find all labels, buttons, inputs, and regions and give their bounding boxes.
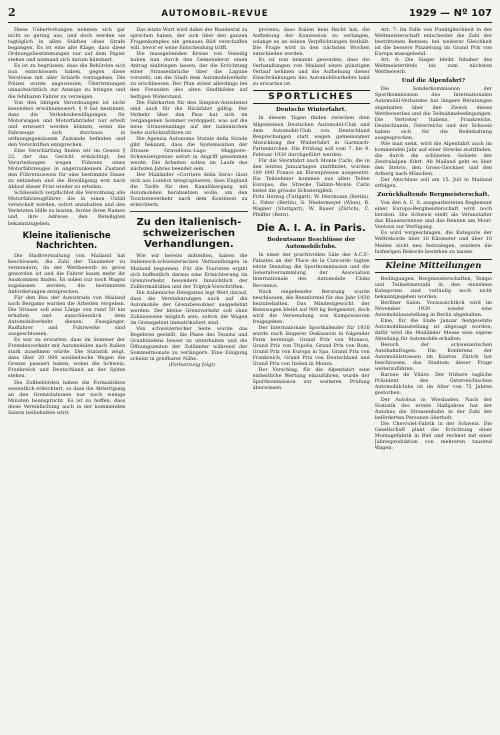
subheading: Zurückhaltende Bergmeisterschaft. (377, 192, 490, 199)
paragraph: Die Fahrkarten für den Simplon-Autodienst sind auch für die Rückfahrt gültig. Der Verkehr über den Pass hat sich im vergangenen Sommer verdoppelt, was auf die neue Strassenanlage auf der italienischen Seite zurückzuführen ist. (130, 99, 248, 136)
paragraph: Für die Sternfahrt nach Monte Carlo, die in den letzten Januartagen stattfindet, wurden 100 000 Francs an Ehrenpreisen ausgesetzt. Die Teilnehmer kommen aus allen Teilen Europas; die Strecke Tallinn–Monte Carlo bietet die grösste Schwierigkeit. (252, 157, 370, 195)
column-3 (253, 27, 370, 732)
paragraph: In einer der prachtvollen Säle des A.C.F.-Palastes an der Place de la Concorde tagten letzte Dienstag die Sportkommission und die Generalversammlung der Association Internationale des Automobile Clubs Reconnus. (252, 252, 370, 289)
paragraph: Es ist nun bekannt geworden, dass die Verhandlungen von Mailand einen günstigen Verlauf nehmen und die Aufhebung dieser Einschränkungen des Automobilverkehrs bald zu erwarten ist. (252, 57, 370, 88)
column-2 (130, 27, 247, 732)
paragraph: Besuch der schweizerischen Autobahnfragen. Die Konferenz der Automobilstrassen im Kanton Zürich hat beschlossen, das Studium dieser Frage weiterzuführen. (374, 342, 492, 373)
subheading: Und die Alpenfahrt? (401, 78, 465, 85)
paragraph: Die Stadtverwaltung von Mailand hat beschlossen, die Zahl der Taxameter zu vermindern, da der Wettbewerb zu gross geworden ist und die Fahrer kaum mehr ihr Auskommen finden. Es sollen nur noch Wagen zugelassen werden, die bestimmten Anforderungen entsprechen. (8, 252, 126, 295)
subheading: Bedeutsame Beschlüsse der Automobilclubs. (267, 237, 356, 251)
paragraph: Die Zollbehörden haben die Formalitäten wesentlich erleichtert, so dass die Abfertigung an den Grenzstationen nur noch wenige Minuten beansprucht. Es ist zu hoffen, dass diese Vereinfachung auch in der kommenden Saison beibehalten wird. (8, 379, 126, 416)
paragraph: Es war zu erwarten, dass im Sommer der Fremdenverkehr mit Automobilen nach Italien stark zunehmen würde. Die Statistik zeigt, dass über 20 000 ausländische Wagen die Grenze passiert haben, wobei die Schweiz, Frankreich und Deutschland an der Spitze stehen. (8, 337, 126, 380)
paragraph: Nach eingehender Beratung wurde beschlossen, die Rennformel für das Jahr 1930 beizubehalten. Das Mindestgewicht der Rennwagen bleibt auf 900 kg festgesetzt, doch wird die Verwendung von Kompressoren freigegeben. (252, 288, 370, 325)
paragraph: Von schweizerischer Seite wurde das Begehren gestellt, die Pässe des Tessins und Graubündens besser zu unterhalten und die Öffnungszeiten der Zollämter während der Sommermonate zu verlängern. Eine Einigung scheint in greifbarer Nähe. (130, 325, 248, 363)
column-4 (375, 27, 492, 732)
page-number: 2 (8, 6, 16, 19)
paragraph: Es wird vorgeschlagen, die Kategorie der Weltrekorde über 10 Kilometer und über 10 Meilen nicht neu festzulegen, sondern die bisherigen Rekorde bestehen zu lassen. (374, 230, 492, 255)
paragraph: Wie man sieht, wird die Alpenfahrt auch im kommenden Jahr auf einer Strecke stattfinden, die durch die schönsten Gebiete der Zentralalpen führt. Ab Mailand geht es über den Stelvio, den Gross-Glockner und den Arlberg nach München. (374, 140, 492, 178)
paragraph: provenu, dass Italien kein Recht hat, die Aufhebung der Konzession zu verlangen, solange es an seinen Verpflichtungen festhält. Die Frage wird in den nächsten Wochen entschieden werden. (252, 27, 370, 58)
subheading: Deutsche Winterfahrt. (276, 107, 347, 114)
paragraph: Die italienische Delegation legt Wert darauf, dass die Vereinbarungen auch auf die Automobile der Grenzbewohner ausgedehnt werden. Der kleine Grenzverkehr soll ohne Zollausweise möglich sein, sofern die Wagen im Grenzgebiet immatrikuliert sind. (130, 289, 248, 326)
paragraph: Die Sonderkommission der Sportkommission des Internationalen Automobil-Verbandes hat längere Beratungen abgehalten über den Zweck dieses Wettbewerbes und die Teilnahmebedingungen. Die Vertreter Italiens, Frankreichs, Deutschlands, Österreichs und der Schweiz haben sich für die Beibehaltung ausgesprochen. (374, 86, 492, 141)
section-banner: SPORTLICHES (253, 90, 370, 104)
paragraph: Eine, für die Ende Januar festgesetzte Automobilausstellung ist abgesagt worden; dafür wird die Mailänder Messe eine eigene Abteilung für Automobile erhalten. (374, 317, 492, 343)
section-heading: Die A. I. A. in Paris. (256, 223, 366, 235)
paragraph: Art. 8: Die Sieger bleibt Inhaber des Weltmeistertitels bis zum nächsten Wettbewerb. (374, 57, 492, 76)
issue-number: 1929 — Nº 107 (408, 8, 492, 19)
paragraph: Von den A. C. S. ausgearbeiteten Reglement einer Europa-Bergmeisterschaft wird noch beraten. Die Schweiz stellt als Veranstalter das Klausenrennen und das Rennen am Mont-Ventoux zur Verfügung. (374, 200, 492, 231)
section-heading: Kleine italienische Nachrichten. (22, 230, 111, 251)
paragraph: Eine Verschärfung finden wir im Gesetz § 22, der das Gericht ermächtigt, bei Verurteilungen wegen Führens eines Motorfahrzeuges in angetrunkenem Zustand den Führerausweis für eine bestimmte Dauer zu entziehen und die Bewilligung erst nach Ablauf dieser Frist wieder zu erteilen. (8, 147, 126, 191)
section-banner: Kleine Mitteilungen (375, 259, 492, 273)
paragraph: Art. 7: Im Falle von Punktgleichheit in der Weltmeisterschaft entscheidet die Zahl der bestrittenen Rennen; bei weiterer Gleichheit ist die bessere Plazierung im Grand Prix von Europa massgebend. (374, 27, 492, 58)
paragraph: Es ist zu begrüssen, dass die Behörden sich nun entschlossen haben, gegen diese Verstösse mit aller Schärfe vorzugehen. Die Polizei wurde angewiesen, Übertretungen unnachsichtlich zur Anzeige zu bringen und die fehlbaren Fahrer zu verzeigen. (8, 63, 126, 100)
paragraph: Der Vorschlag, für die Alpenfahrt eine einheitliche Wertung einzuführen, wurde der Sportkommission zur weiteren Prüfung überwiesen. (252, 367, 370, 392)
paragraph: Für den Bau der Autostrada von Mailand nach Bergamo wurden die Arbeiten vergeben. Die Strasse soll eine Länge von rund 50 km erhalten und ausschliesslich dem Automobilverkehr dienen; Fussgänger, Radfahrer und Fuhrwerke sind ausgeschlossen. (8, 294, 126, 338)
section-heading: Zu den italienisch-schweizerischen Verhandlungen. (136, 217, 242, 251)
paragraph: Der Mailänder «Corriere della Sera» lässt sich aus London telegraphieren, dass England die Tarife für den Kanalübergang mit Automobilen herabsetzen wolle, um den Touristenverkehr nach dem Kontinent zu erleichtern. (130, 172, 248, 209)
paragraph: Die Agenzia Autonoma Statale della Strade gibt bekannt, dass die Systemisation der Strasse Gravellona–Lago Maggiore–Schweizergrenze sofort in Angriff genommen werde. Die Arbeiten sollen im Laufe des nächsten Jahres beendet sein. (130, 135, 248, 173)
paragraph: Die massgebenden Kreise von Venedig haben nun durch den Gemeinderat einen Antrag einbringen lassen, der die Errichtung einer Strassenbrücke über die Lagune vorsieht, um die Stadt dem Automobilverkehr zu erschliessen. Der Plan stösst allerdings bei den Freunden des alten Stadtbildes auf heftigen Widerstand. (130, 51, 248, 100)
name-list: Fritz Herzog (Tuttgart), W. Herrmann (Berlin), L. Faber (Berlin), G. Niedermeyer (Wien), R. Wagner (Stuttgart), W. Bauer (Zürich), C. Pfeiffer (Bern). (252, 194, 370, 219)
paragraph: Wie wir bereits mitteilten, haben die italienisch-schweizerischen Verhandlungen in Mailand begonnen. Für die Touristen ergibt sich hoffentlich daraus eine Erleichterung im Grenzverkehr, besonders hinsichtlich der Zollformalitäten und der Triptyk-Vorschriften. (130, 253, 248, 290)
paragraph: Bedingungen, Bergmeisterschaften, Tempo und Teilnehmerzahl in den einzelnen Kategorien sind vorläufig noch nicht bekanntgegeben worden. (374, 275, 492, 300)
paragraph: Der Internationale Sportkalender für 1930 wurde nach längerer Diskussion in folgender Form bereinigt: Grand Prix von Monaco, Grand Prix von Tripolis, Grand Prix von Rom, Grand Prix von Europa in Spa, Grand Prix von Frankreich, Grand Prix von Deutschland und Grand Prix von Italien in Monza. (252, 324, 370, 368)
paragraph: Die Chevrolet-Fabrik in der Schweiz. Die Gesellschaft plant die Errichtung einer Montagefabrik in Biel und rechnet mit einer Jahresproduktion von mehreren tausend Wagen. (374, 420, 492, 451)
paragraph: Barone de Vitäre. Der frühere tagliche Präsident des Österreichischen Automobilclubs ist im Alter von 72 Jahren gestorben. (374, 372, 492, 397)
paragraph: Von den übrigen Verordnungen ist nicht besonders erwähnenswert. § 9 hat bestimmt, dass die Verkehrsbewilligungen für Motorwagen und Motorfahrräder nur erteilt und erneuert werden können, wenn die Fahrzeuge sich durchaus in ordnungsgemässem Zustande befinden und den Vorschriften entsprechen. (8, 99, 126, 148)
paragraph: Schliesslich verpflichtet die Verordnung alle Motorfahrzeugführer, die in einen Unfall verwickelt werden, sofort anzuhalten und den Verletzten Hilfe zu leisten, ferner ihren Namen und ihre Adresse den Beteiligten bekanntzugeben. (8, 190, 126, 227)
divider (130, 211, 247, 212)
column-1 (8, 27, 125, 732)
paragraph: Berliner Salon. Voraussichtlich wird im November 1930 wieder eine Automobilausstellung in Berlin abgehalten. (374, 299, 492, 318)
page-header (8, 6, 492, 23)
publication-title: AUTOMOBIL-REVUE (161, 9, 269, 19)
article-columns (8, 27, 492, 732)
paragraph: Der Autobus in Wiesbaden. Nach der Statistik des ersten Halbjahres hat der Autobus die Strassenbahn in der Zahl der beförderten Personen überholt. (374, 396, 492, 421)
paragraph: In diesem Tagen finden zwischen dem Allgemeinen Deutschen Automobil-Club und dem Automobil-Club von Deutschland Besprechungen statt wegen gemeinsamer Abwicklung der Winterfahrt in Garmisch-Partenkirchen. Die Prüfung soll vom 7. bis 9. Februar 1930 durchgeführt werden. (252, 115, 370, 158)
continued-note: (Fortsetzung folgt) (168, 362, 216, 369)
paragraph: Der Abschluss soll am 15. Juli in Mailand erfolgen. (374, 177, 492, 190)
paragraph: Diese Uebertretungen nehmen sich gar nicht so gering aus, und doch werden sie tagtäglich in allen Städten ohne Strafe begangen. Es ist eine alte Klage, dass diese Ordnungsbestimmungen nur auf dem Papier stehen und niemand sich darum kümmert. (8, 27, 126, 64)
paragraph: Das letzte Wort wird dabei der Bundesrat zu sprechen haben, der sich über den ganzen Fragenkomplex ein genaues Bild verschaffen will, bevor er seine Entscheidung trifft. (130, 27, 248, 52)
